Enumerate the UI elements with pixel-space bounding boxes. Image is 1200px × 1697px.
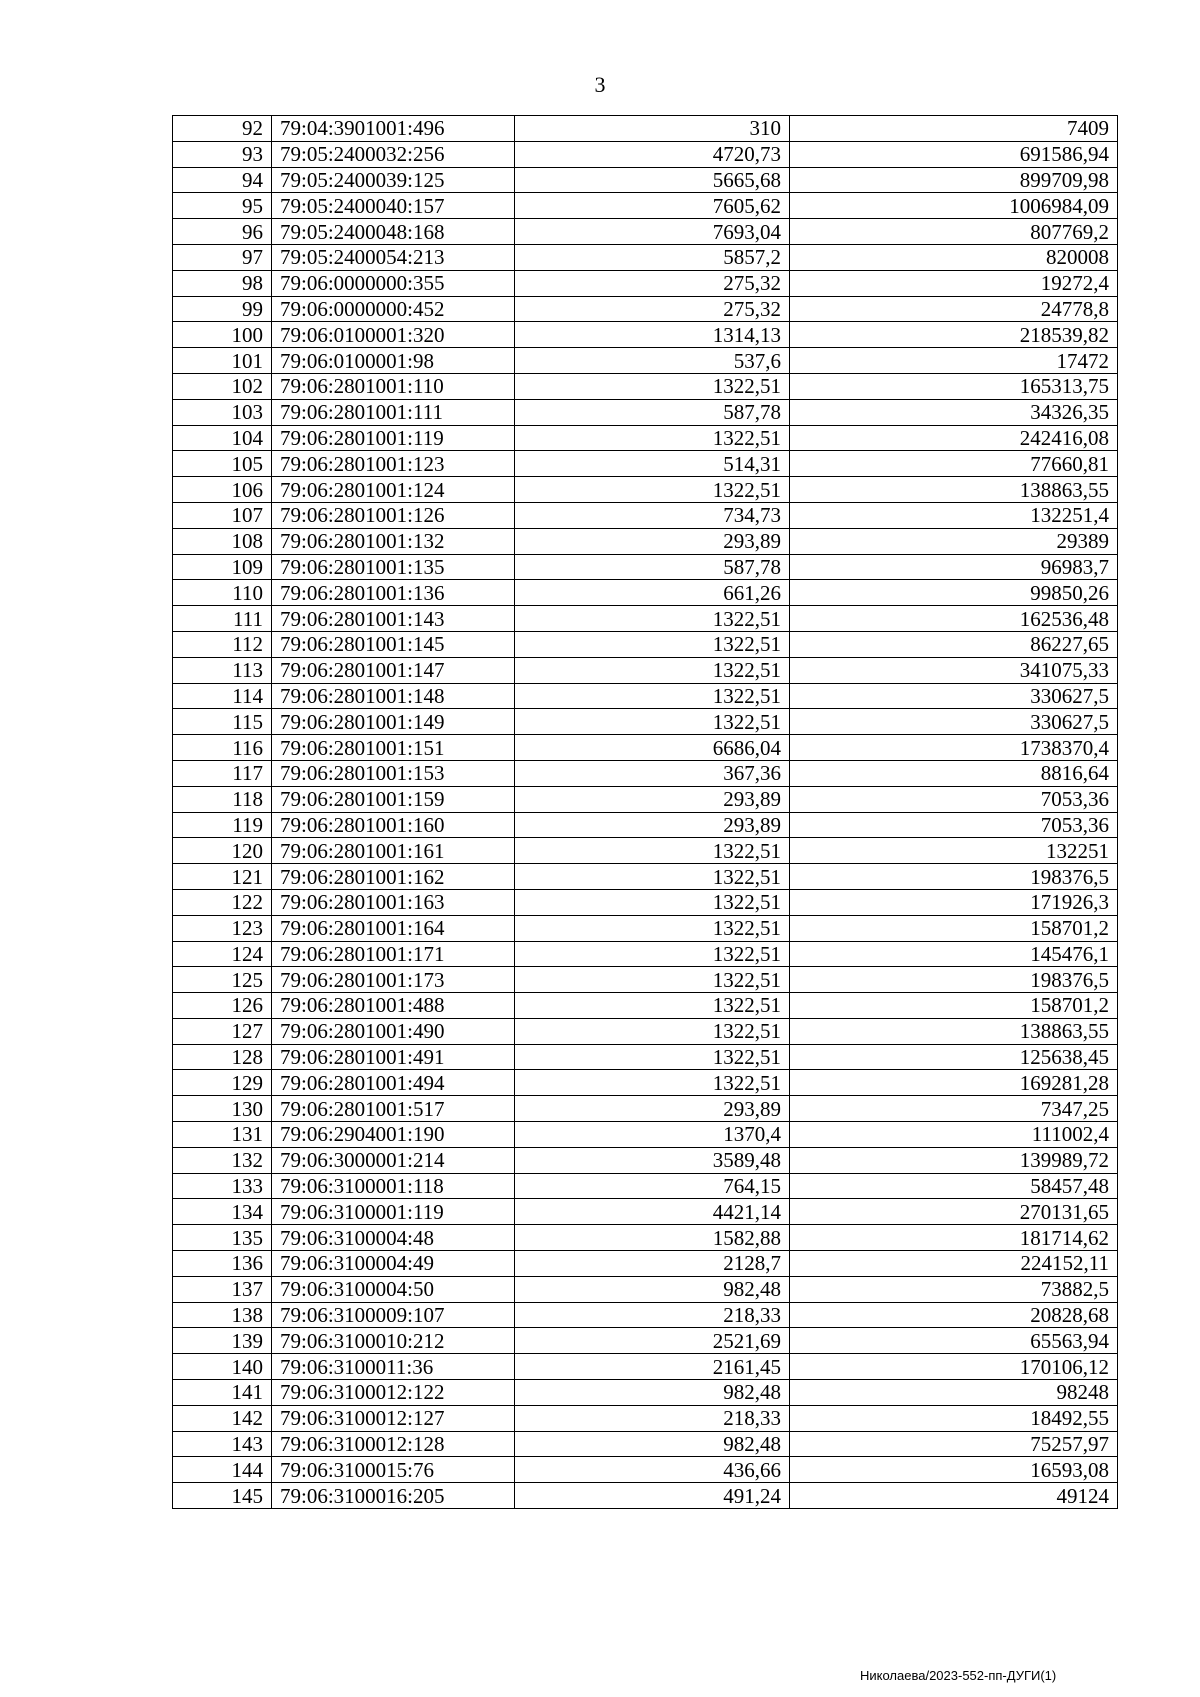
value-cell: 341075,33 — [790, 657, 1118, 683]
area-cell: 982,48 — [515, 1431, 790, 1457]
row-number: 106 — [173, 477, 272, 503]
cadastral-number-cell: 79:06:2801001:173 — [272, 967, 515, 993]
area-cell: 436,66 — [515, 1457, 790, 1483]
table-row — [173, 941, 1118, 967]
area-cell: 1322,51 — [515, 941, 790, 967]
cadastral-number-cell: 79:06:2801001:494 — [272, 1070, 515, 1096]
table-row — [173, 812, 1118, 838]
value-cell: 158701,2 — [790, 915, 1118, 941]
row-number: 139 — [173, 1328, 272, 1354]
area-cell: 1322,51 — [515, 1070, 790, 1096]
row-number: 125 — [173, 967, 272, 993]
cadastral-number-cell: 79:06:0000000:355 — [272, 270, 515, 296]
value-cell: 691586,94 — [790, 141, 1118, 167]
row-number: 136 — [173, 1251, 272, 1277]
row-number: 137 — [173, 1276, 272, 1302]
cadastral-number-cell: 79:06:2801001:136 — [272, 580, 515, 606]
table-row — [173, 1405, 1118, 1431]
cadastral-number-cell: 79:06:2801001:135 — [272, 554, 515, 580]
cadastral-number-cell: 79:06:2801001:488 — [272, 993, 515, 1019]
area-cell: 1314,13 — [515, 322, 790, 348]
cadastral-number-cell: 79:06:3100001:119 — [272, 1199, 515, 1225]
value-cell: 198376,5 — [790, 864, 1118, 890]
row-number: 101 — [173, 348, 272, 374]
value-cell: 138863,55 — [790, 1018, 1118, 1044]
area-cell: 764,15 — [515, 1173, 790, 1199]
table-row — [173, 683, 1118, 709]
table-row — [173, 580, 1118, 606]
row-number: 141 — [173, 1380, 272, 1406]
area-cell: 1322,51 — [515, 425, 790, 451]
row-number: 105 — [173, 451, 272, 477]
cadastral-number-cell: 79:06:2801001:123 — [272, 451, 515, 477]
row-number: 143 — [173, 1431, 272, 1457]
cadastral-number-cell: 79:06:3100001:118 — [272, 1173, 515, 1199]
table-row — [173, 1018, 1118, 1044]
cadastral-number-cell: 79:06:2801001:490 — [272, 1018, 515, 1044]
footer-reference: Николаева/2023-552-пп-ДУГИ(1) — [860, 1668, 1057, 1683]
table-row — [173, 1302, 1118, 1328]
area-cell: 1322,51 — [515, 838, 790, 864]
row-number: 138 — [173, 1302, 272, 1328]
area-cell: 1322,51 — [515, 1018, 790, 1044]
row-number: 145 — [173, 1483, 272, 1509]
row-number: 129 — [173, 1070, 272, 1096]
value-cell: 224152,11 — [790, 1251, 1118, 1277]
row-number: 122 — [173, 889, 272, 915]
value-cell: 58457,48 — [790, 1173, 1118, 1199]
value-cell: 181714,62 — [790, 1225, 1118, 1251]
table-row — [173, 348, 1118, 374]
value-cell: 820008 — [790, 244, 1118, 270]
area-cell: 218,33 — [515, 1405, 790, 1431]
cadastral-number-cell: 79:05:2400040:157 — [272, 193, 515, 219]
row-number: 126 — [173, 993, 272, 1019]
value-cell: 75257,97 — [790, 1431, 1118, 1457]
table-row — [173, 219, 1118, 245]
table-row — [173, 915, 1118, 941]
area-cell: 7693,04 — [515, 219, 790, 245]
area-cell: 587,78 — [515, 554, 790, 580]
value-cell: 132251 — [790, 838, 1118, 864]
value-cell: 96983,7 — [790, 554, 1118, 580]
area-cell: 5665,68 — [515, 167, 790, 193]
row-number: 104 — [173, 425, 272, 451]
area-cell: 1322,51 — [515, 477, 790, 503]
area-cell: 1582,88 — [515, 1225, 790, 1251]
area-cell: 982,48 — [515, 1380, 790, 1406]
value-cell: 19272,4 — [790, 270, 1118, 296]
row-number: 99 — [173, 296, 272, 322]
area-cell: 1322,51 — [515, 993, 790, 1019]
row-number: 118 — [173, 786, 272, 812]
row-number: 119 — [173, 812, 272, 838]
area-cell: 2161,45 — [515, 1354, 790, 1380]
area-cell: 293,89 — [515, 528, 790, 554]
cadastral-number-cell: 79:06:2801001:143 — [272, 606, 515, 632]
cadastral-number-cell: 79:06:2801001:491 — [272, 1044, 515, 1070]
value-cell: 20828,68 — [790, 1302, 1118, 1328]
value-cell: 73882,5 — [790, 1276, 1118, 1302]
cadastral-number-cell: 79:06:2801001:517 — [272, 1096, 515, 1122]
table-row — [173, 1096, 1118, 1122]
area-cell: 587,78 — [515, 399, 790, 425]
cadastral-number-cell: 79:05:2400039:125 — [272, 167, 515, 193]
cadastral-number-cell: 79:06:3100012:128 — [272, 1431, 515, 1457]
cadastral-number-cell: 79:06:2801001:124 — [272, 477, 515, 503]
table-row — [173, 1354, 1118, 1380]
table-row — [173, 735, 1118, 761]
row-number: 117 — [173, 760, 272, 786]
cadastral-number-cell: 79:06:2801001:110 — [272, 373, 515, 399]
table-row — [173, 1457, 1118, 1483]
cadastral-number-cell: 79:06:2801001:161 — [272, 838, 515, 864]
area-cell: 1322,51 — [515, 631, 790, 657]
value-cell: 111002,4 — [790, 1122, 1118, 1148]
value-cell: 218539,82 — [790, 322, 1118, 348]
row-number: 130 — [173, 1096, 272, 1122]
area-cell: 1370,4 — [515, 1122, 790, 1148]
row-number: 94 — [173, 167, 272, 193]
cadastral-number-cell: 79:06:0100001:320 — [272, 322, 515, 348]
area-cell: 1322,51 — [515, 709, 790, 735]
value-cell: 807769,2 — [790, 219, 1118, 245]
row-number: 133 — [173, 1173, 272, 1199]
row-number: 100 — [173, 322, 272, 348]
table-row — [173, 1431, 1118, 1457]
area-cell: 367,36 — [515, 760, 790, 786]
table-row — [173, 244, 1118, 270]
area-cell: 6686,04 — [515, 735, 790, 761]
value-cell: 7409 — [790, 116, 1118, 142]
row-number: 135 — [173, 1225, 272, 1251]
table-row — [173, 631, 1118, 657]
table-row — [173, 1251, 1118, 1277]
table-row — [173, 1328, 1118, 1354]
value-cell: 18492,55 — [790, 1405, 1118, 1431]
cadastral-number-cell: 79:06:2801001:119 — [272, 425, 515, 451]
cadastral-number-cell: 79:06:3100015:76 — [272, 1457, 515, 1483]
row-number: 120 — [173, 838, 272, 864]
area-cell: 2521,69 — [515, 1328, 790, 1354]
row-number: 92 — [173, 116, 272, 142]
table-row — [173, 554, 1118, 580]
data-table — [172, 115, 1118, 1509]
table-row — [173, 296, 1118, 322]
row-number: 103 — [173, 399, 272, 425]
table-row — [173, 1225, 1118, 1251]
area-cell: 1322,51 — [515, 373, 790, 399]
value-cell: 1006984,09 — [790, 193, 1118, 219]
row-number: 142 — [173, 1405, 272, 1431]
cadastral-number-cell: 79:06:2801001:148 — [272, 683, 515, 709]
cadastral-number-cell: 79:06:2801001:111 — [272, 399, 515, 425]
table-row — [173, 864, 1118, 890]
value-cell: 170106,12 — [790, 1354, 1118, 1380]
table-row — [173, 967, 1118, 993]
cadastral-number-cell: 79:06:3100012:127 — [272, 1405, 515, 1431]
value-cell: 24778,8 — [790, 296, 1118, 322]
row-number: 96 — [173, 219, 272, 245]
table-row — [173, 193, 1118, 219]
cadastral-number-cell: 79:06:2801001:164 — [272, 915, 515, 941]
area-cell: 982,48 — [515, 1276, 790, 1302]
value-cell: 165313,75 — [790, 373, 1118, 399]
row-number: 140 — [173, 1354, 272, 1380]
value-cell: 145476,1 — [790, 941, 1118, 967]
row-number: 144 — [173, 1457, 272, 1483]
row-number: 95 — [173, 193, 272, 219]
area-cell: 491,24 — [515, 1483, 790, 1509]
table-row — [173, 399, 1118, 425]
value-cell: 7053,36 — [790, 812, 1118, 838]
value-cell: 7053,36 — [790, 786, 1118, 812]
cadastral-number-cell: 79:06:2801001:145 — [272, 631, 515, 657]
table-row — [173, 1122, 1118, 1148]
row-number: 131 — [173, 1122, 272, 1148]
value-cell: 330627,5 — [790, 709, 1118, 735]
cadastral-number-cell: 79:06:2801001:162 — [272, 864, 515, 890]
table-row — [173, 1173, 1118, 1199]
cadastral-number-cell: 79:06:2801001:126 — [272, 502, 515, 528]
row-number: 112 — [173, 631, 272, 657]
cadastral-number-cell: 79:06:3100004:49 — [272, 1251, 515, 1277]
value-cell: 125638,45 — [790, 1044, 1118, 1070]
table-row — [173, 451, 1118, 477]
table-row — [173, 786, 1118, 812]
table-row — [173, 116, 1118, 142]
value-cell: 16593,08 — [790, 1457, 1118, 1483]
page-number: 3 — [594, 72, 606, 97]
area-cell: 293,89 — [515, 786, 790, 812]
area-cell: 293,89 — [515, 1096, 790, 1122]
cadastral-number-cell: 79:06:2801001:132 — [272, 528, 515, 554]
cadastral-number-cell: 79:06:2801001:147 — [272, 657, 515, 683]
area-cell: 1322,51 — [515, 657, 790, 683]
value-cell: 1738370,4 — [790, 735, 1118, 761]
cadastral-number-cell: 79:06:2801001:163 — [272, 889, 515, 915]
area-cell: 1322,51 — [515, 967, 790, 993]
cadastral-number-cell: 79:06:3100011:36 — [272, 1354, 515, 1380]
row-number: 98 — [173, 270, 272, 296]
row-number: 102 — [173, 373, 272, 399]
area-cell: 2128,7 — [515, 1251, 790, 1277]
row-number: 124 — [173, 941, 272, 967]
area-cell: 1322,51 — [515, 606, 790, 632]
area-cell: 275,32 — [515, 270, 790, 296]
cadastral-number-cell: 79:06:2801001:159 — [272, 786, 515, 812]
value-cell: 330627,5 — [790, 683, 1118, 709]
value-cell: 7347,25 — [790, 1096, 1118, 1122]
cadastral-number-cell: 79:06:3100012:122 — [272, 1380, 515, 1406]
row-number: 108 — [173, 528, 272, 554]
row-number: 93 — [173, 141, 272, 167]
value-cell: 138863,55 — [790, 477, 1118, 503]
area-cell: 1322,51 — [515, 915, 790, 941]
cadastral-number-cell: 79:06:0000000:452 — [272, 296, 515, 322]
area-cell: 275,32 — [515, 296, 790, 322]
table-row — [173, 657, 1118, 683]
value-cell: 169281,28 — [790, 1070, 1118, 1096]
value-cell: 198376,5 — [790, 967, 1118, 993]
value-cell: 8816,64 — [790, 760, 1118, 786]
value-cell: 132251,4 — [790, 502, 1118, 528]
value-cell: 99850,26 — [790, 580, 1118, 606]
table-row — [173, 1483, 1118, 1509]
value-cell: 162536,48 — [790, 606, 1118, 632]
row-number: 128 — [173, 1044, 272, 1070]
table-row — [173, 709, 1118, 735]
table-row — [173, 373, 1118, 399]
cadastral-number-cell: 79:06:3100004:48 — [272, 1225, 515, 1251]
cadastral-number-cell: 79:06:3100004:50 — [272, 1276, 515, 1302]
value-cell: 158701,2 — [790, 993, 1118, 1019]
table-row — [173, 528, 1118, 554]
table-row — [173, 1199, 1118, 1225]
cadastral-number-cell: 79:06:2801001:151 — [272, 735, 515, 761]
row-number: 123 — [173, 915, 272, 941]
cadastral-number-cell: 79:06:3100016:205 — [272, 1483, 515, 1509]
area-cell: 1322,51 — [515, 683, 790, 709]
table-row — [173, 1380, 1118, 1406]
cadastral-number-cell: 79:05:2400054:213 — [272, 244, 515, 270]
row-number: 132 — [173, 1147, 272, 1173]
row-number: 116 — [173, 735, 272, 761]
cadastral-number-cell: 79:06:3100009:107 — [272, 1302, 515, 1328]
value-cell: 17472 — [790, 348, 1118, 374]
area-cell: 1322,51 — [515, 1044, 790, 1070]
row-number: 121 — [173, 864, 272, 890]
row-number: 109 — [173, 554, 272, 580]
cadastral-number-cell: 79:06:0100001:98 — [272, 348, 515, 374]
table-row — [173, 1147, 1118, 1173]
value-cell: 77660,81 — [790, 451, 1118, 477]
area-cell: 734,73 — [515, 502, 790, 528]
table-row — [173, 322, 1118, 348]
table-row — [173, 425, 1118, 451]
area-cell: 4421,14 — [515, 1199, 790, 1225]
table-row — [173, 1070, 1118, 1096]
value-cell: 29389 — [790, 528, 1118, 554]
cadastral-number-cell: 79:05:2400048:168 — [272, 219, 515, 245]
table-row — [173, 141, 1118, 167]
cadastral-number-cell: 79:06:2801001:160 — [272, 812, 515, 838]
area-cell: 310 — [515, 116, 790, 142]
table-row — [173, 167, 1118, 193]
cadastral-number-cell: 79:06:2801001:171 — [272, 941, 515, 967]
table-row — [173, 760, 1118, 786]
value-cell: 86227,65 — [790, 631, 1118, 657]
cadastral-number-cell: 79:06:2904001:190 — [272, 1122, 515, 1148]
table-row — [173, 477, 1118, 503]
value-cell: 139989,72 — [790, 1147, 1118, 1173]
table-row — [173, 270, 1118, 296]
value-cell: 171926,3 — [790, 889, 1118, 915]
table-row — [173, 889, 1118, 915]
value-cell: 34326,35 — [790, 399, 1118, 425]
cadastral-number-cell: 79:04:3901001:496 — [272, 116, 515, 142]
area-cell: 218,33 — [515, 1302, 790, 1328]
table-row — [173, 1044, 1118, 1070]
area-cell: 514,31 — [515, 451, 790, 477]
row-number: 110 — [173, 580, 272, 606]
row-number: 134 — [173, 1199, 272, 1225]
value-cell: 49124 — [790, 1483, 1118, 1509]
area-cell: 661,26 — [515, 580, 790, 606]
area-cell: 7605,62 — [515, 193, 790, 219]
row-number: 127 — [173, 1018, 272, 1044]
cadastral-number-cell: 79:06:3100010:212 — [272, 1328, 515, 1354]
value-cell: 270131,65 — [790, 1199, 1118, 1225]
area-cell: 1322,51 — [515, 889, 790, 915]
row-number: 114 — [173, 683, 272, 709]
area-cell: 537,6 — [515, 348, 790, 374]
area-cell: 5857,2 — [515, 244, 790, 270]
table-row — [173, 1276, 1118, 1302]
area-cell: 4720,73 — [515, 141, 790, 167]
area-cell: 3589,48 — [515, 1147, 790, 1173]
cadastral-number-cell: 79:06:2801001:153 — [272, 760, 515, 786]
row-number: 107 — [173, 502, 272, 528]
value-cell: 98248 — [790, 1380, 1118, 1406]
row-number: 111 — [173, 606, 272, 632]
cadastral-number-cell: 79:06:2801001:149 — [272, 709, 515, 735]
cadastral-number-cell: 79:06:3000001:214 — [272, 1147, 515, 1173]
area-cell: 293,89 — [515, 812, 790, 838]
table-body — [173, 116, 1118, 1509]
cadastral-number-cell: 79:05:2400032:256 — [272, 141, 515, 167]
table-row — [173, 606, 1118, 632]
table-row — [173, 838, 1118, 864]
row-number: 113 — [173, 657, 272, 683]
table-row — [173, 502, 1118, 528]
area-cell: 1322,51 — [515, 864, 790, 890]
table-row — [173, 993, 1118, 1019]
value-cell: 65563,94 — [790, 1328, 1118, 1354]
row-number: 97 — [173, 244, 272, 270]
value-cell: 899709,98 — [790, 167, 1118, 193]
row-number: 115 — [173, 709, 272, 735]
value-cell: 242416,08 — [790, 425, 1118, 451]
